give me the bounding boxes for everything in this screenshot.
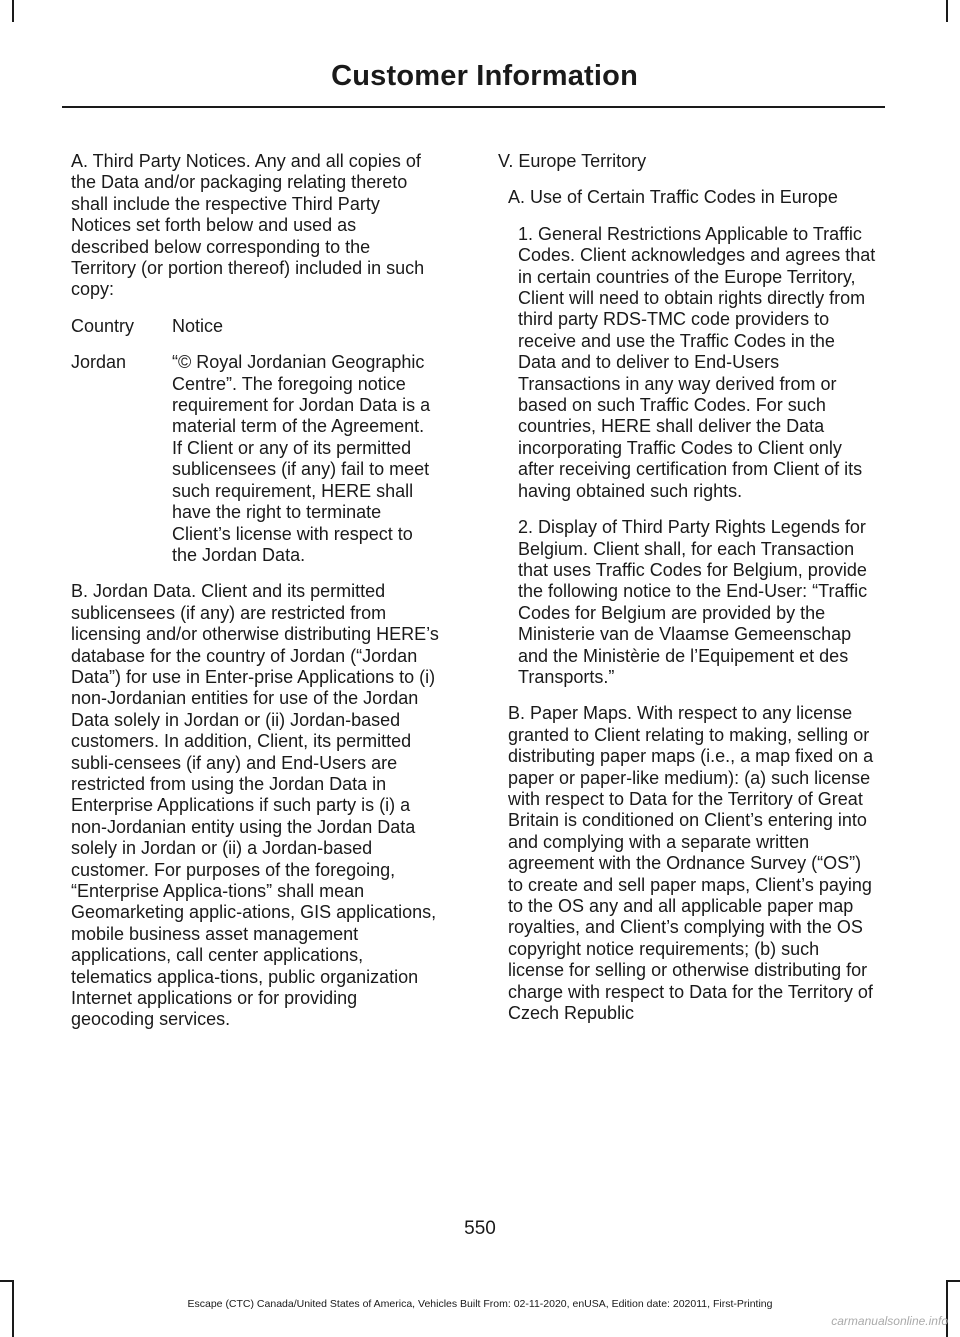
crop-mark-bottom-left-horizontal xyxy=(0,1280,14,1282)
table-header-notice: Notice xyxy=(172,315,224,336)
crop-mark-top-left-vertical xyxy=(12,0,14,22)
table-header-country: Country xyxy=(71,315,135,336)
paragraph-jordan-data: B. Jordan Data. Client and its permitted sublicensees (if any) are restricted from licensing and/or otherwise distributing HERE’s database for the country of Jordan (“Jordan Data”) for use in Enter-prise Applications to (i) non-Jordanian entities for use of the Jordan Data solely in Jordan or (ii) Jordan-based customers. In addition, Client, its permitted subli-censees (if any) and End-Users are restricted from using the Jordan Data in Enterprise Applications if such party is (i) a non-Jordanian entity using the Jordan Data solely in Jordan or (ii) a Jordan-based customer. For purposes of the foregoing, “Enterprise Applica-tions” shall mean Geomarketing applic-ations, GIS applications, mobile business asset management applications, call center applications, telematics applica-tions, public organization Internet applications or for providing geocoding services. xyxy=(71,581,439,1030)
subsection-traffic-codes: A. Use of Certain Traffic Codes in Europe xyxy=(508,187,838,208)
table-cell-country: Jordan xyxy=(71,352,127,373)
right-column xyxy=(498,151,876,1039)
paragraph-third-party-notices: A. Third Party Notices. Any and all copies of the Data and/or packaging relating thereto shall include the respective Third Party Notices set forth below and used as described below corresponding to the Territory (or portion thereof) included in such copy: xyxy=(71,151,425,300)
watermark: carmanualsonline.info xyxy=(831,1314,948,1328)
footer-edition-info: Escape (CTC) Canada/United States of America, Vehicles Built From: 02-11-2020, enUSA, Edition date: 202011, First-Printing xyxy=(187,1298,773,1310)
notice-table xyxy=(71,316,439,566)
left-column xyxy=(71,151,439,1046)
item-general-restrictions: 1. General Restrictions Applicable to Traffic Codes. Client acknowledges and agrees that in certain countries of the Europe Territory, Client will need to obtain rights directly from third party RDS-TMC code providers to receive and use the Traffic Codes in the Data and to deliver to End-Users Transactions in any way derived from or based on such Traffic Codes. For such countries, HERE shall deliver the Data incorporating Traffic Codes to Client only after receiving certification from Client of its having obtained such rights. xyxy=(518,223,876,501)
page-number: 550 xyxy=(464,1218,496,1239)
table-cell-notice: “© Royal Jordanian Geographic Centre”. The foregoing notice requirement for Jordan Data is a material term of the Agreement. If Client or any of its permitted sublicensees (if any) fail to meet such requirement, HERE shall have the right to terminate Client’s license with respect to the Jordan Data. xyxy=(172,352,431,565)
page-title: Customer Information xyxy=(331,60,638,92)
crop-mark-bottom-right-horizontal xyxy=(946,1280,960,1282)
subsection-paper-maps: B. Paper Maps. With respect to any license granted to Client relating to making, selling or distributing paper maps (i.e., a map fixed on a paper or paper-like medium): (a) such license with respect to Data for the Territory of Great Britain is conditioned on Client’s entering into and complying with a separate written agreement with the Ordnance Survey (“OS”) to create and sell paper maps, Client’s paying to the OS any and all applicable paper map royalties, and Client’s complying with the OS copyright notice requirements; (b) such license for selling or otherwise distributing for charge with respect to Data for the Territory of Czech Republic xyxy=(508,703,874,1024)
header-divider xyxy=(62,106,885,108)
section-heading-europe: V. Europe Territory xyxy=(498,151,647,171)
item-belgium-legends: 2. Display of Third Party Rights Legends for Belgium. Client shall, for each Transaction that uses Traffic Codes for Belgium, provide the following notice to the End-User: “Traffic Codes for Belgium are provided by the Ministerie van de Vlaamse Gemeenschap and the Ministèrie de l’Equipement et des Transports.” xyxy=(518,517,868,687)
crop-mark-top-right-vertical xyxy=(946,0,948,22)
